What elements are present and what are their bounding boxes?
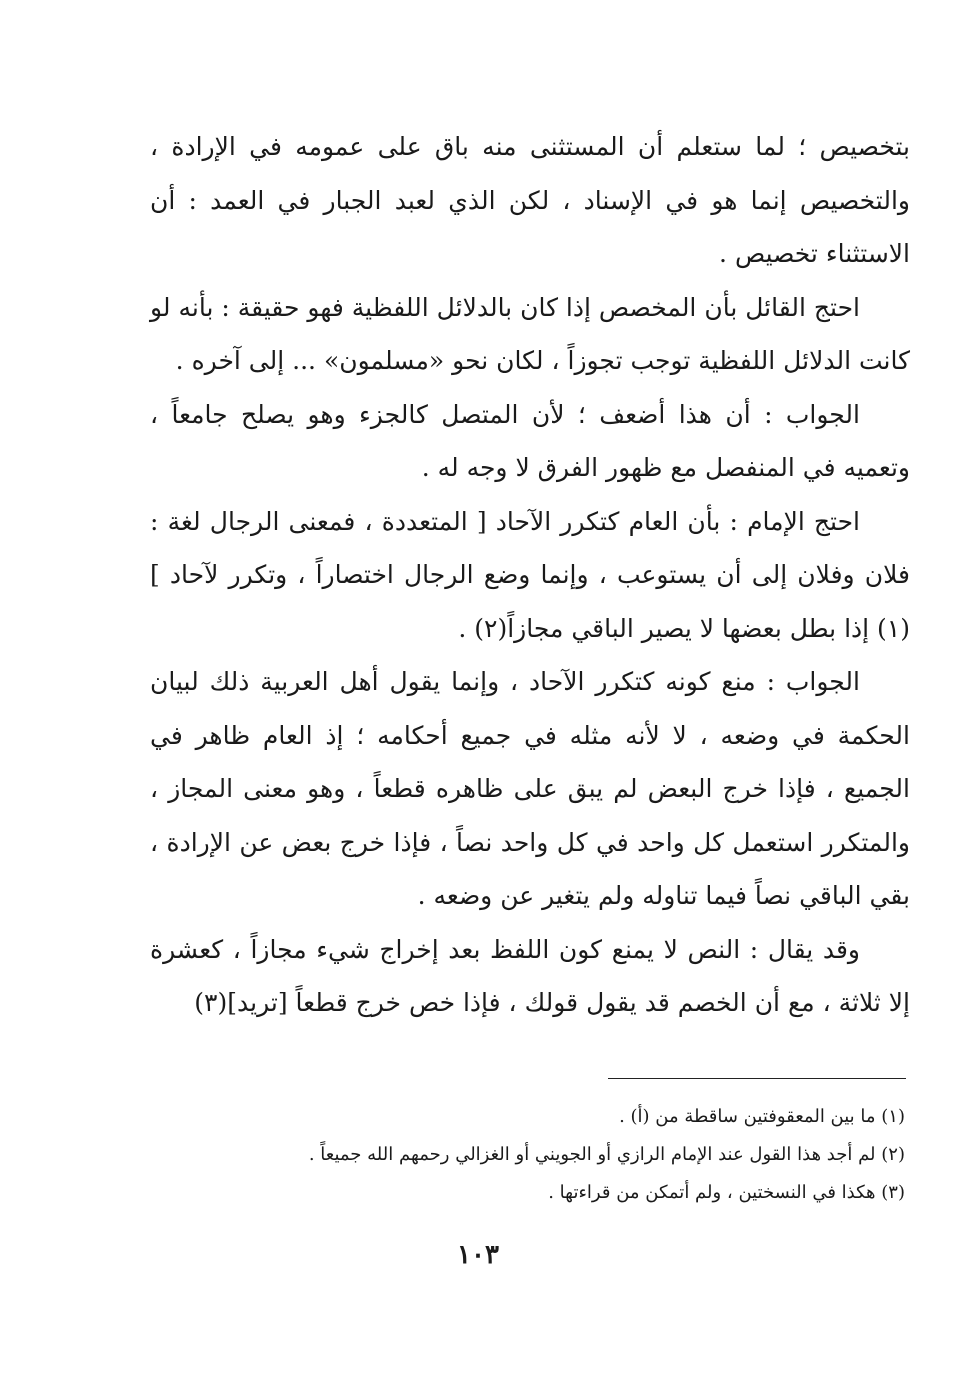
main-text-body	[150, 120, 910, 1030]
paragraph-answer-1: الجواب : أن هذا أضعف ؛ لأن المتصل كالجزء وهو يصلح جامعاً ، وتعميه في المنفصل مع ظهور الفرق لا وجه له .	[150, 399, 910, 482]
page-number: ١٠٣	[457, 1240, 499, 1270]
paragraph-imam-argument: احتج الإمام : بأن العام كتكرر الآحاد [ المتعددة ، فمعنى الرجال لغة : فلان وفلان إلى أن يستوعب ، وإنما وضع الرجال اختصاراً ، وتكرر لآحاد ](١) إذا بطل بعضها لا يصير الباقي مجازاً(٢) .	[150, 506, 910, 643]
paragraph-objection: وقد يقال : النص لا يمنع كون اللفظ بعد إخراج شيء مجازاً ، كعشرة إلا ثلاثة ، مع أن الخصم قد يقول قولك ، فإذا خص خرج قطعاً [تريد](٣)	[150, 934, 910, 1017]
footnote-1: (١) ما بين المعقوفتين ساقطة من (أ) .	[619, 1106, 905, 1127]
footnotes	[200, 1098, 905, 1212]
footnote-2: (٢) لم أجد هذا القول عند الإمام الرازي أو الجويني أو الغزالي رحمهم الله جميعاً .	[308, 1144, 905, 1165]
paragraph-continuation: بتخصيص ؛ لما ستعلم أن المستثنى منه باق على عمومه في الإرادة ، والتخصيص إنما هو في الإسناد ، لكن الذي لعبد الجبار في العمد : أن الاستثناء تخصيص .	[150, 132, 910, 268]
paragraph-argument-literal: احتج القائل بأن المخصص إذا كان بالدلائل اللفظية فهو حقيقة : بأنه لو كانت الدلائل اللفظية توجب تجوزاً ، لكان نحو «مسلمون» ... إلى آخره .	[150, 292, 910, 375]
footnote-divider	[608, 1078, 906, 1079]
footnote-3: (٣) هكذا في النسختين ، ولم أتمكن من قراءتها .	[548, 1182, 905, 1203]
paragraph-answer-2: الجواب : منع كونه كتكرر الآحاد ، وإنما يقول أهل العربية ذلك لبيان الحكمة في وضعه ، لا لأنه مثله في جميع أحكامه ؛ إذ العام ظاهر في الجميع ، فإذا خرج البعض لم يبق على ظاهره قطعاً ، وهو معنى المجاز ، والمتكرر استعمل كل واحد في كل واحد نصاً ، فإذا خرج بعض عن الإرادة ، بقي الباقي نصاً فيما تناوله ولم يتغير عن وضعه .	[150, 667, 910, 910]
